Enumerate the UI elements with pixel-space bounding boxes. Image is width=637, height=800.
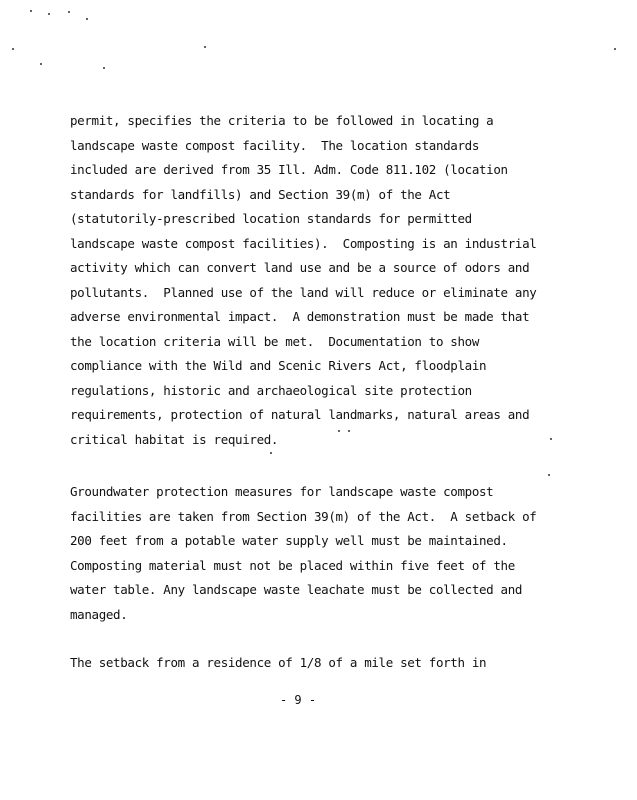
text-line: Composting material must not be placed within five feet of the xyxy=(70,557,515,573)
paragraph-residence-setback xyxy=(70,651,570,676)
scan-speck xyxy=(12,48,14,50)
text-line: 200 feet from a potable water supply well must be maintained. xyxy=(70,533,508,548)
text-line: permit, specifies the criteria to be followed in locating a xyxy=(70,113,494,128)
text-line: water table. Any landscape waste leachate must be collected and xyxy=(70,582,523,597)
paragraph-groundwater-protection xyxy=(70,480,570,627)
text-line: standards for landfills) and Section 39(m) of the Act xyxy=(70,186,451,202)
text-line: activity which can convert land use and be a source of odors and xyxy=(70,260,530,275)
scan-speck xyxy=(48,13,50,15)
scan-speck xyxy=(614,48,616,50)
text-line: compliance with the Wild and Scenic Rivers Act, floodplain xyxy=(70,358,487,373)
text-line: facilities are taken from Section 39(m) of the Act. A setback of xyxy=(70,508,537,524)
scan-speck xyxy=(30,10,32,12)
scan-speck xyxy=(68,11,70,13)
scan-speck xyxy=(86,18,88,20)
text-line: critical habitat is required. xyxy=(70,431,279,447)
text-line: The setback from a residence of 1/8 of a mile set forth in xyxy=(70,655,487,670)
text-line: adverse environmental impact. A demonstration must be made that xyxy=(70,309,530,324)
text-line: managed. xyxy=(70,606,128,622)
text-line: landscape waste compost facilities). Composting is an industrial xyxy=(70,235,537,251)
text-line: (statutorily-prescribed location standards for permitted xyxy=(70,211,472,226)
text-line: landscape waste compost facility. The location standards xyxy=(70,137,480,153)
text-line: requirements, protection of natural landmarks, natural areas and xyxy=(70,407,530,422)
text-line: included are derived from 35 Ill. Adm. Code 811.102 (location xyxy=(70,162,508,177)
text-line: pollutants. Planned use of the land will reduce or eliminate any xyxy=(70,284,537,300)
paragraph-location-standards xyxy=(70,109,570,452)
scan-speck xyxy=(204,46,206,48)
text-line: the location criteria will be met. Documentation to show xyxy=(70,333,480,349)
scan-speck xyxy=(270,452,272,454)
scan-speck xyxy=(40,63,42,65)
scan-speck xyxy=(548,474,550,476)
text-line: regulations, historic and archaeological site protection xyxy=(70,382,472,398)
text-line: Groundwater protection measures for landscape waste compost xyxy=(70,484,494,499)
scan-speck xyxy=(103,67,105,69)
page-number: - 9 - xyxy=(279,693,317,707)
